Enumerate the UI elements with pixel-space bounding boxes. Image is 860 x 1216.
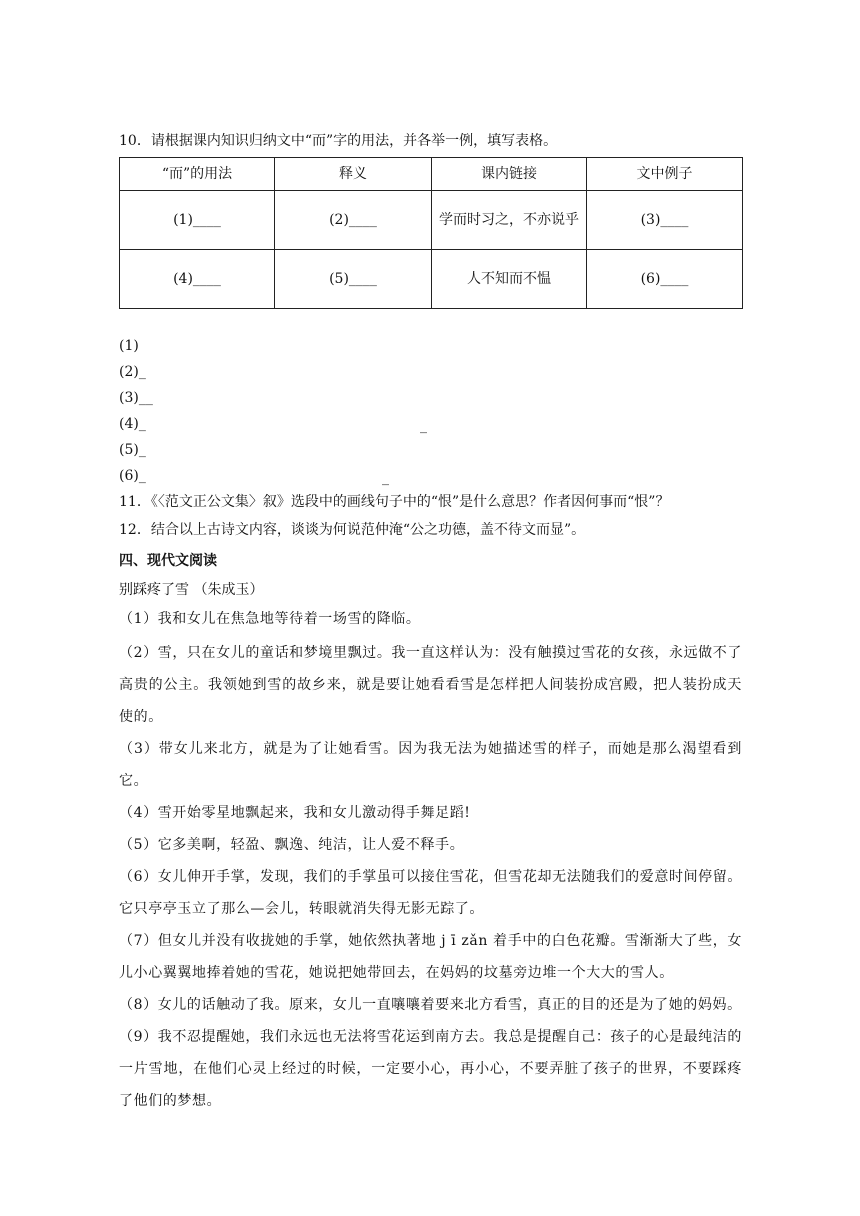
table-cell[interactable]: (4)____ bbox=[120, 250, 275, 309]
table-header: “而”的用法 bbox=[120, 158, 275, 191]
paragraph: （6）女儿伸开手掌，发现，我们的手掌虽可以接住雪花，但雪花却无法随我们的爱意时间停留。它只亭亭玉立了那么—会儿，转眼就消失得无影无踪了。 bbox=[119, 869, 742, 917]
table-cell[interactable]: (5)____ bbox=[275, 250, 432, 309]
table-cell bbox=[432, 191, 587, 250]
paragraph: （7）但女儿并没有收拢她的手掌，她依然执著地 j ī zǎn 着手中的白色花瓣。雪渐渐大了些，女儿小心翼翼地捧着她的雪花，她说把她带回去，在妈妈的坟墓旁边堆一个大大的雪人。 bbox=[119, 933, 742, 981]
answer-line[interactable]: (4)_ bbox=[119, 416, 146, 432]
answer-line[interactable]: (1) bbox=[119, 338, 139, 354]
answer-mark: _ bbox=[420, 418, 427, 434]
answer-line[interactable]: (6)_ bbox=[119, 468, 146, 484]
textbook-link: 学而时习之，不亦说乎 bbox=[439, 212, 579, 228]
usage-table bbox=[119, 157, 743, 309]
table-row bbox=[120, 191, 743, 250]
question-12: 12．结合以上古诗文内容，谈谈为何说范仲淹“公之功德，盖不待文而显”。 bbox=[119, 522, 586, 538]
article-title: 别踩疼了雪 （朱成玉） bbox=[119, 582, 264, 598]
table-row bbox=[120, 250, 743, 309]
table-cell[interactable]: (3)____ bbox=[587, 191, 743, 250]
textbook-link: 人不知而不愠 bbox=[467, 271, 551, 287]
table-header: 文中例子 bbox=[587, 158, 743, 191]
question-10-prompt: 10．请根据课内知识归纳文中“而”字的用法，并各举一例，填写表格。 bbox=[119, 133, 558, 149]
question-11: 11．《〈范文正公文集〉叙》选段中的画线句子中的“恨”是什么意思？作者因何事而“恨”？ bbox=[119, 494, 670, 510]
answer-line[interactable]: (5)_ bbox=[119, 442, 146, 458]
paragraph: （4）雪开始零星地飘起来，我和女儿激动得手舞足蹈! bbox=[119, 805, 471, 821]
paragraph: （1）我和女儿在焦急地等待着一场雪的降临。 bbox=[119, 611, 421, 627]
table-cell[interactable]: (1)____ bbox=[120, 191, 275, 250]
answer-line[interactable]: (3)__ bbox=[119, 390, 153, 406]
paragraph: （2）雪，只在女儿的童话和梦境里飘过。我一直这样认为：没有触摸过雪花的女孩，永远做不了高贵的公主。我领她到雪的故乡来，就是要让她看看雪是怎样把人间装扮成宫殿，把人装扮成天使的。 bbox=[119, 645, 742, 725]
table-header: 释义 bbox=[275, 158, 432, 191]
answer-line[interactable]: (2)_ bbox=[119, 364, 146, 380]
paragraph: （5）它多美啊，轻盈、飘逸、纯洁，让人爱不释手。 bbox=[119, 837, 465, 853]
table-cell bbox=[432, 250, 587, 309]
section-title: 四、现代文阅读 bbox=[119, 553, 217, 569]
table-cell[interactable]: (2)____ bbox=[275, 191, 432, 250]
paragraph: （8）女儿的话触动了我。原来，女儿一直嚷嚷着要来北方看雪，真正的目的还是为了她的妈妈。 bbox=[119, 997, 742, 1013]
table-cell[interactable]: (6)____ bbox=[587, 250, 743, 309]
table-header: 课内链接 bbox=[432, 158, 587, 191]
paragraph: （9）我不忍提醒她，我们永远也无法将雪花运到南方去。我总是提醒自己：孩子的心是最纯洁的一片雪地，在他们心灵上经过的时候，一定要小心，再小心，不要弄脏了孩子的世界，不要踩疼了他们的梦想。 bbox=[119, 1029, 742, 1109]
table-header-row bbox=[120, 158, 743, 191]
answer-mark: _ bbox=[382, 470, 389, 486]
paragraph: （3）带女儿来北方，就是为了让她看雪。因为我无法为她描述雪的样子，而她是那么渴望看到它。 bbox=[119, 741, 742, 789]
